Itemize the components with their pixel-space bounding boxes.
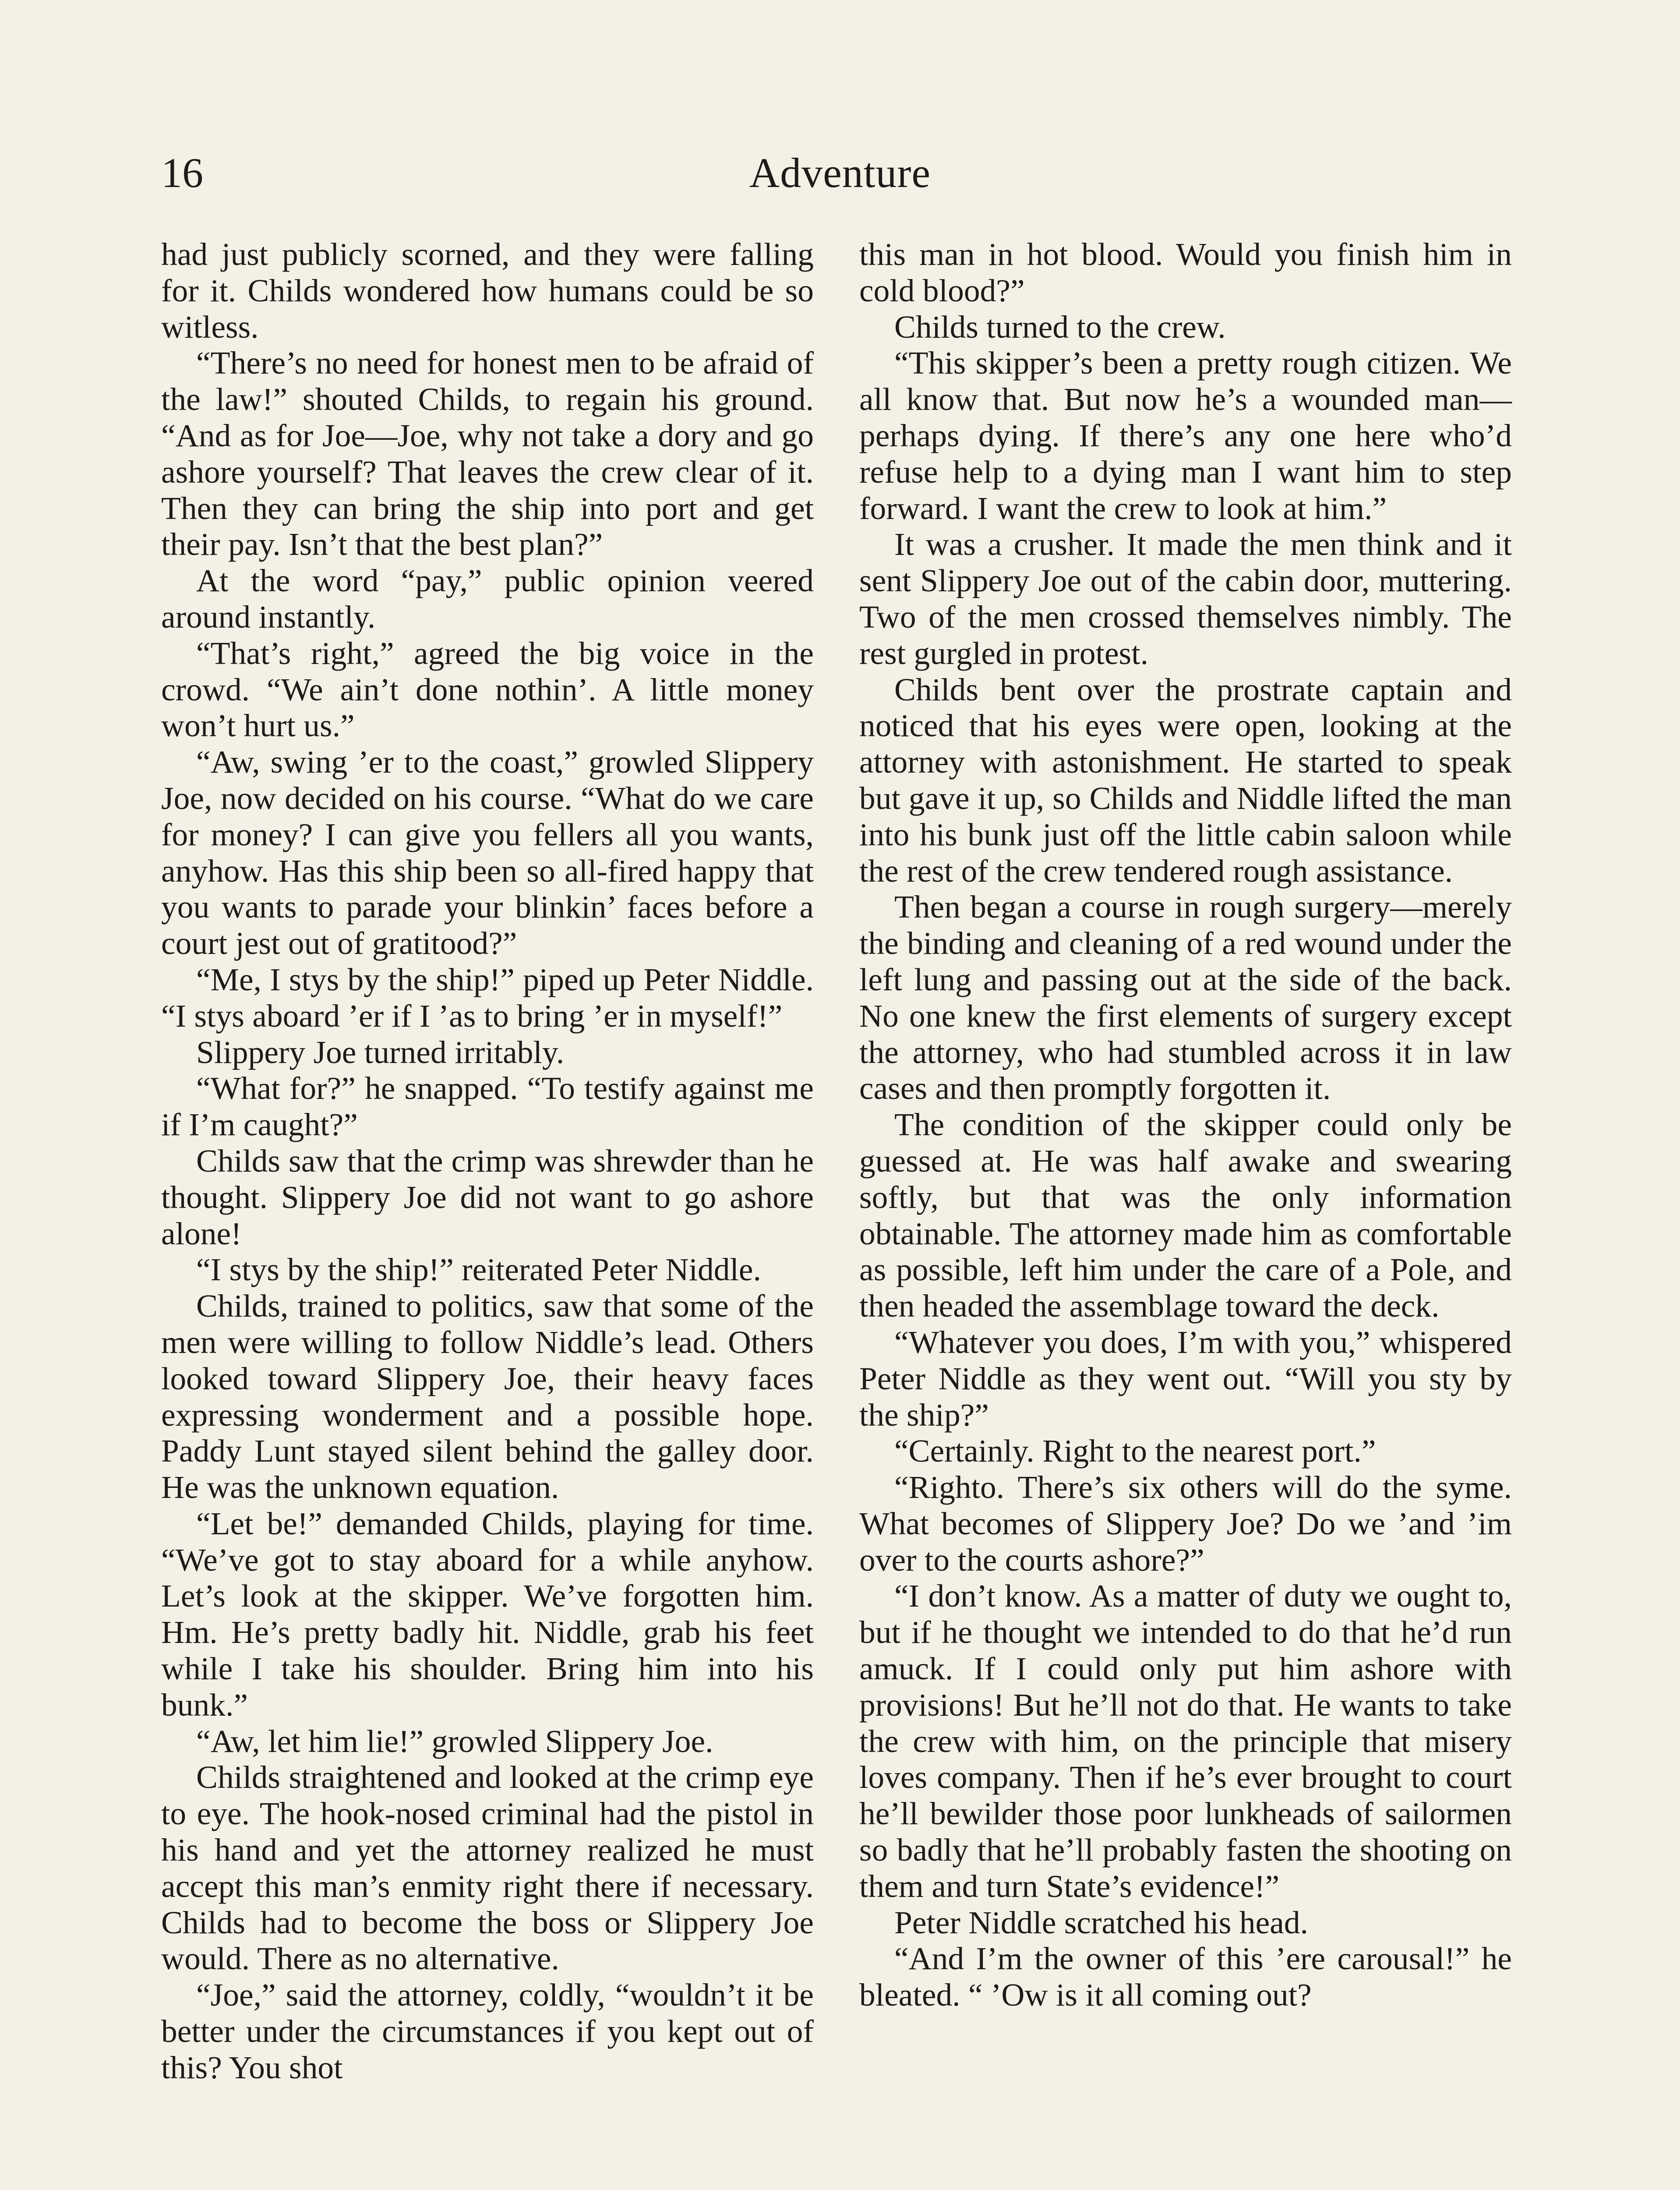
paragraph: Childs bent over the prostrate captain and noticed that his eyes were open, looking at the attorney with astonishment. He started to speak but gave it up, so Childs and Niddle lifted the man into his bunk just off the little cabin saloon while the rest of the crew tendered rough assistance.	[859, 671, 1512, 889]
paragraph: “I stys by the ship!” reiterated Peter Niddle.	[196, 1252, 761, 1288]
page-number: 16	[161, 149, 203, 196]
paragraph: Childs turned to the crew.	[894, 309, 1226, 345]
paragraph: “What for?” he snapped. “To testify against me if I’m caught?”	[161, 1070, 814, 1143]
paragraph: “And I’m the owner of this ’ere carousal!” he bleated. “ ’Ow is it all coming out?	[859, 1941, 1512, 2013]
paragraph: Slippery Joe turned irritably.	[196, 1034, 565, 1070]
paragraph: “This skipper’s been a pretty rough citizen. We all know that. But now he’s a wounded man—perhaps dying. If there’s any one here who’d refuse help to a dying man I want him to step forward. I want the crew to look at him.”	[859, 345, 1512, 526]
paragraph: “Me, I stys by the ship!” piped up Peter Niddle. “I stys aboard ’er if I ’as to bring ’er in myself!”	[161, 961, 814, 1034]
paragraph: “Aw, let him lie!” growled Slippery Joe.	[196, 1723, 713, 1759]
paragraph: Childs saw that the crimp was shrewder than he thought. Slippery Joe did not want to go ashore alone!	[161, 1143, 814, 1251]
text-column-left	[161, 237, 814, 2086]
paragraph: It was a crusher. It made the men think and it sent Slippery Joe out of the cabin door, muttering. Two of the men crossed themselves nimbly. The rest gurgled in protest.	[859, 526, 1512, 671]
paragraph: Childs straightened and looked at the crimp eye to eye. The hook-nosed criminal had the pistol in his hand and yet the attorney realized he must accept this man’s enmity right there if necessary. Childs had to become the boss or Slippery Joe would. There as no alternative.	[161, 1759, 814, 1977]
paragraph: “Certainly. Right to the nearest port.”	[894, 1433, 1376, 1469]
paragraph: At the word “pay,” public opinion veered around instantly.	[161, 563, 814, 635]
paragraph: “Whatever you does, I’m with you,” whispered Peter Niddle as they went out. “Will you sty by the ship?”	[859, 1324, 1512, 1433]
paragraph: had just publicly scorned, and they were falling for it. Childs wondered how humans could be so witless.	[161, 237, 814, 345]
paragraph: Peter Niddle scratched his head.	[894, 1904, 1308, 1940]
paragraph: “Aw, swing ’er to the coast,” growled Slippery Joe, now decided on his course. “What do we care for money? I can give you fellers all you wants, anyhow. Has this ship been so all-fired happy that you wants to parade your blinkin’ faces before a court jest out of gratitood?”	[161, 744, 814, 961]
paragraph: this man in hot blood. Would you finish him in cold blood?”	[859, 237, 1512, 308]
paragraph: Then began a course in rough surgery—merely the binding and cleaning of a red wound under the left lung and passing out at the side of the back. No one knew the first elements of surgery except the attorney, who had stumbled across it in law cases and then promptly forgotten it.	[859, 889, 1512, 1106]
paragraph: The condition of the skipper could only be guessed at. He was half awake and swearing softly, but that was the only information obtainable. The attorney made him as comfortable as possible, left him under the care of a Pole, and then headed the assemblage toward the deck.	[859, 1107, 1512, 1324]
running-title: Adventure	[749, 149, 931, 196]
text-column-right	[859, 237, 1512, 2013]
paragraph: Childs, trained to politics, saw that some of the men were willing to follow Niddle’s lead. Others looked toward Slippery Joe, their heavy faces expressing wonderment and a possible hope. Paddy Lunt stayed silent behind the galley door. He was the unknown equation.	[161, 1288, 814, 1505]
paragraph: “I don’t know. As a matter of duty we ought to, but if he thought we intended to do that he’d run amuck. If I could only put him ashore with provisions! But he’ll not do that. He wants to take the crew with him, on the principle that misery loves company. Then if he’s ever brought to court he’ll bewilder those poor lunkheads of sailormen so badly that he’ll probably fasten the shooting on them and turn State’s evidence!”	[859, 1578, 1512, 1904]
paragraph: “That’s right,” agreed the big voice in the crowd. “We ain’t done nothin’. A little money won’t hurt us.”	[161, 635, 814, 744]
page-header	[161, 140, 1519, 206]
paragraph: “Let be!” demanded Childs, playing for time. “We’ve got to stay aboard for a while anyhow. Let’s look at the skipper. We’ve forgotten him. Hm. He’s pretty badly hit. Niddle, grab his feet while I take his shoulder. Bring him into his bunk.”	[161, 1505, 814, 1723]
paragraph: “Righto. There’s six others will do the syme. What becomes of Slippery Joe? Do we ’and ’im over to the courts ashore?”	[859, 1469, 1512, 1578]
paragraph: “Joe,” said the attorney, coldly, “wouldn’t it be better under the circumstances if you kept out of this? You shot	[161, 1977, 814, 2085]
paragraph: “There’s no need for honest men to be afraid of the law!” shouted Childs, to regain his ground. “And as for Joe—Joe, why not take a dory and go ashore yourself? That leaves the crew clear of it. Then they can bring the ship into port and get their pay. Isn’t that the best plan?”	[161, 345, 814, 562]
